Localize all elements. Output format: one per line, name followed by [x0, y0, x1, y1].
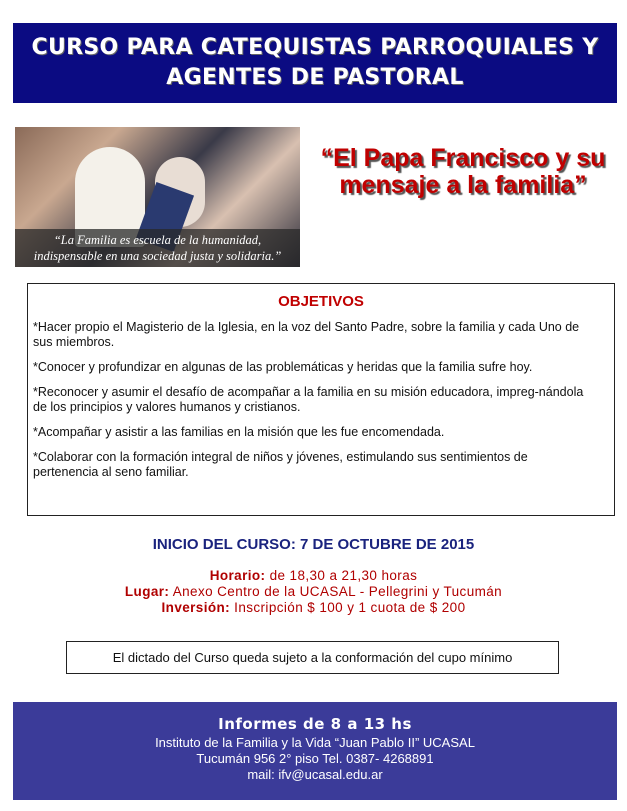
- footer-heading: Informes de 8 a 13 hs: [218, 715, 412, 733]
- inversion-value: Inscripción $ 100 y 1 cuota de $ 200: [230, 600, 466, 615]
- objectives-heading: OBJETIVOS: [278, 293, 364, 310]
- footer-institute: Instituto de la Familia y la Vida “Juan Pablo II” UCASAL: [155, 735, 475, 750]
- objective-item: *Conocer y profundizar en algunas de las problemáticas y heridas que la familia sufre hoy.: [33, 360, 533, 374]
- caption-line-1: “La Familia es escuela de la humanidad,: [53, 233, 262, 247]
- contact-footer: [13, 702, 617, 800]
- footer-address: Tucumán 956 2° piso Tel. 0387- 4268891: [196, 751, 434, 766]
- title-banner: [13, 23, 617, 103]
- objectives-list: [33, 320, 593, 490]
- lugar-label: Lugar:: [124, 584, 170, 599]
- inversion-label: Inversión:: [161, 600, 231, 615]
- objective-item: *Colaborar con la formación integral de niños y jóvenes, estimulando sus sentimientos de pertenencia al seno familiar.: [33, 450, 528, 479]
- headline-quote: “El Papa Francisco y su mensaje a la familia”: [320, 144, 606, 199]
- course-details: [0, 568, 627, 616]
- photo-caption: [15, 229, 300, 267]
- footer-email[interactable]: mail: ifv@ucasal.edu.ar: [247, 767, 383, 782]
- quota-note: El dictado del Curso queda sujeto a la conformación del cupo mínimo: [66, 641, 559, 674]
- objectives-box: [27, 283, 615, 516]
- horario-label: Horario:: [209, 568, 266, 583]
- lugar-value: Anexo Centro de la UCASAL - Pellegrini y Tucumán: [169, 584, 503, 599]
- title-line-2: AGENTES DE PASTORAL: [166, 65, 464, 90]
- course-start: INICIO DEL CURSO: 7 DE OCTUBRE DE 2015: [152, 536, 475, 553]
- pope-photo: [15, 127, 300, 267]
- objective-item: *Hacer propio el Magisterio de la Iglesia, en la voz del Santo Padre, sobre la familia y cada Uno de sus miembros.: [33, 320, 580, 349]
- horario-value: de 18,30 a 21,30 horas: [265, 568, 418, 583]
- title-line-1: CURSO PARA CATEQUISTAS PARROQUIALES Y: [31, 35, 599, 60]
- caption-line-2: indispensable en una sociedad justa y solidaria.”: [33, 249, 282, 263]
- objective-item: *Acompañar y asistir a las familias en la misión que les fue encomendada.: [33, 425, 445, 439]
- objective-item: *Reconocer y asumir el desafío de acompañar a la familia en su misión educadora, impreg-nándola de los principios y valores humanos y cristianos.: [33, 385, 584, 414]
